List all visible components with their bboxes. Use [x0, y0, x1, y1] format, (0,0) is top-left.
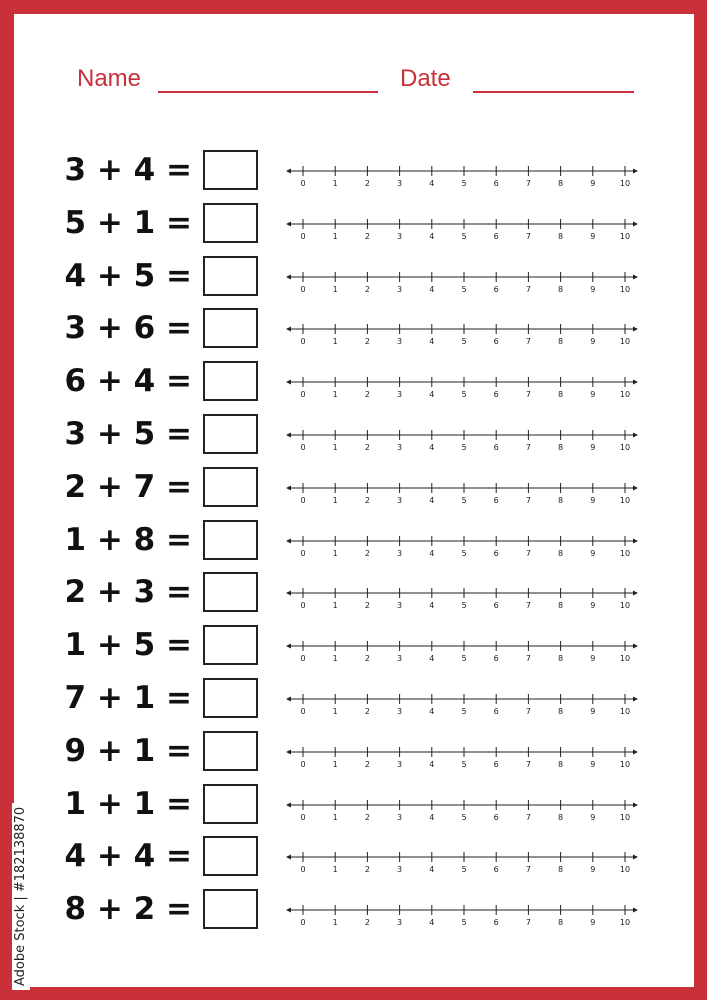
number-line	[285, 792, 640, 822]
arrow-left-icon	[286, 855, 291, 860]
number-line-label: 0	[300, 390, 306, 400]
number-line-label: 0	[300, 179, 306, 188]
number-line-label: 1	[332, 390, 338, 400]
answer-box[interactable]	[203, 625, 258, 665]
number-line-label: 2	[364, 654, 370, 664]
number-line	[285, 158, 640, 188]
arrow-right-icon	[633, 802, 638, 807]
answer-box[interactable]	[203, 731, 258, 771]
number-line-label: 5	[461, 707, 467, 716]
arrow-left-icon	[286, 749, 291, 754]
arrow-right-icon	[633, 697, 638, 702]
arrow-right-icon	[633, 485, 638, 490]
number-line-label: 5	[461, 495, 467, 505]
number-line-label: 7	[525, 759, 531, 769]
number-line-label: 2	[364, 337, 370, 347]
number-line-label: 6	[493, 759, 499, 769]
number-line-label: 1	[332, 337, 338, 347]
number-line-label: 5	[461, 918, 467, 928]
number-line-label: 4	[429, 179, 435, 188]
problem-row	[0, 887, 707, 940]
problem-row	[0, 306, 707, 359]
number-line-label: 10	[619, 284, 631, 294]
number-line-label: 10	[619, 179, 631, 188]
problem-row	[0, 570, 707, 623]
number-line-label: 8	[558, 601, 564, 611]
number-line-label: 4	[429, 812, 435, 822]
arrow-left-icon	[286, 697, 291, 702]
arrow-left-icon	[286, 644, 291, 649]
number-line-label: 9	[590, 707, 596, 716]
arrow-right-icon	[633, 538, 638, 543]
number-line-label: 0	[300, 495, 306, 505]
number-line-label: 0	[300, 548, 306, 558]
problem-row	[0, 518, 707, 571]
number-line-label: 0	[300, 812, 306, 822]
answer-box[interactable]	[203, 836, 258, 876]
number-line-label: 6	[493, 548, 499, 558]
number-line-label: 7	[525, 495, 531, 505]
number-line-label: 7	[525, 337, 531, 347]
arrow-left-icon	[286, 327, 291, 332]
number-line-label: 7	[525, 865, 531, 875]
problem-row	[0, 412, 707, 465]
arrow-right-icon	[633, 591, 638, 596]
number-line-label: 8	[558, 865, 564, 875]
number-line-label: 7	[525, 390, 531, 400]
number-line-label: 6	[493, 284, 499, 294]
number-line-label: 8	[558, 390, 564, 400]
number-line-label: 2	[364, 284, 370, 294]
number-line-label: 6	[493, 654, 499, 664]
number-line-label: 5	[461, 284, 467, 294]
number-line-label: 3	[397, 654, 403, 664]
arrow-right-icon	[633, 327, 638, 332]
number-line-label: 1	[332, 284, 338, 294]
number-line-label: 3	[397, 390, 403, 400]
arrow-left-icon	[286, 591, 291, 596]
number-line-label: 5	[461, 390, 467, 400]
problem-expression: 3 + 4 =	[64, 152, 192, 188]
number-line-label: 0	[300, 284, 306, 294]
number-line-label: 9	[590, 495, 596, 505]
arrow-left-icon	[286, 802, 291, 807]
number-line-label: 1	[332, 179, 338, 188]
number-line-label: 10	[619, 707, 631, 716]
number-line-label: 6	[493, 865, 499, 875]
number-line-label: 2	[364, 443, 370, 452]
problem-expression: 2 + 3 =	[64, 574, 192, 611]
number-line-label: 4	[429, 601, 435, 611]
number-line-label: 8	[558, 337, 564, 347]
arrow-left-icon	[286, 485, 291, 490]
number-line-label: 5	[461, 865, 467, 875]
problem-expression: 4 + 5 =	[64, 257, 192, 294]
number-line-label: 10	[619, 759, 631, 769]
number-line-label: 0	[300, 918, 306, 928]
number-line-label: 10	[619, 443, 631, 452]
number-line-label: 0	[300, 337, 306, 347]
number-line-label: 2	[364, 865, 370, 875]
number-line-label: 4	[429, 865, 435, 875]
number-line-label: 9	[590, 654, 596, 664]
number-line	[285, 844, 640, 874]
number-line-label: 9	[590, 179, 596, 188]
number-line-label: 9	[590, 601, 596, 611]
number-line-label: 2	[364, 759, 370, 769]
number-line-label: 0	[300, 759, 306, 769]
number-line-label: 10	[619, 601, 631, 611]
number-line	[285, 528, 640, 558]
number-line-label: 8	[558, 495, 564, 505]
number-line-label: 9	[590, 918, 596, 928]
number-line-label: 6	[493, 918, 499, 928]
answer-box[interactable]	[203, 308, 258, 348]
number-line-label: 4	[429, 390, 435, 400]
number-line-label: 10	[619, 865, 631, 875]
number-line-label: 8	[558, 231, 564, 241]
problem-row	[0, 676, 707, 729]
number-line-label: 8	[558, 707, 564, 716]
arrow-right-icon	[633, 644, 638, 649]
problem-expression: 9 + 1 =	[64, 732, 192, 769]
number-line-label: 1	[332, 654, 338, 664]
number-line-label: 4	[429, 284, 435, 294]
number-line-label: 0	[300, 443, 306, 452]
number-line-label: 3	[397, 812, 403, 822]
name-label: Name	[77, 65, 142, 92]
number-line-label: 7	[525, 548, 531, 558]
number-line-label: 7	[525, 179, 531, 188]
number-line-label: 4	[429, 654, 435, 664]
number-line-label: 5	[461, 179, 467, 188]
problem-expression: 2 + 7 =	[64, 468, 192, 505]
number-line-label: 4	[429, 548, 435, 558]
arrow-left-icon	[286, 169, 291, 174]
answer-box[interactable]	[203, 256, 258, 296]
number-line-label: 3	[397, 601, 403, 611]
number-line-label: 5	[461, 337, 467, 347]
number-line-label: 4	[429, 495, 435, 505]
number-line-label: 3	[397, 179, 403, 188]
problem-row	[0, 359, 707, 412]
number-line	[285, 211, 640, 241]
number-line-label: 6	[493, 495, 499, 505]
number-line-label: 9	[590, 865, 596, 875]
arrow-right-icon	[633, 169, 638, 174]
number-line-label: 7	[525, 918, 531, 928]
problem-row	[0, 623, 707, 676]
arrow-left-icon	[286, 221, 291, 226]
number-line-label: 9	[590, 443, 596, 452]
problem-expression: 3 + 5 =	[64, 416, 192, 452]
date-label: Date	[400, 65, 451, 92]
number-line-label: 3	[397, 759, 403, 769]
number-line-label: 8	[558, 654, 564, 664]
number-line-label: 4	[429, 443, 435, 452]
number-line-label: 1	[332, 548, 338, 558]
problem-expression: 1 + 5 =	[64, 627, 192, 664]
number-line-label: 1	[332, 601, 338, 611]
problem-row	[0, 254, 707, 307]
number-line	[285, 264, 640, 294]
problem-row	[0, 465, 707, 518]
arrow-right-icon	[633, 908, 638, 913]
stock-watermark: Adobe Stock | #182138870	[12, 803, 30, 990]
arrow-right-icon	[633, 433, 638, 438]
problem-expression: 5 + 1 =	[64, 204, 192, 241]
number-line-label: 10	[619, 495, 631, 505]
number-line-label: 4	[429, 337, 435, 347]
number-line-label: 4	[429, 918, 435, 928]
number-line-label: 3	[397, 707, 403, 716]
problem-row	[0, 782, 707, 835]
arrow-left-icon	[286, 908, 291, 913]
number-line	[285, 633, 640, 663]
number-line-label: 7	[525, 284, 531, 294]
number-line-label: 1	[332, 443, 338, 452]
arrow-right-icon	[633, 221, 638, 226]
number-line-label: 7	[525, 812, 531, 822]
problem-expression: 6 + 4 =	[64, 363, 192, 400]
number-line	[285, 897, 640, 927]
number-line-label: 3	[397, 548, 403, 558]
number-line-label: 9	[590, 231, 596, 241]
number-line-label: 0	[300, 231, 306, 241]
number-line-label: 9	[590, 759, 596, 769]
number-line-label: 0	[300, 654, 306, 664]
number-line-label: 4	[429, 759, 435, 769]
number-line-label: 10	[619, 548, 631, 558]
problem-row	[0, 729, 707, 782]
number-line	[285, 369, 640, 399]
number-line	[285, 316, 640, 346]
number-line-label: 2	[364, 601, 370, 611]
number-line-label: 8	[558, 759, 564, 769]
answer-box[interactable]	[203, 414, 258, 454]
number-line-label: 7	[525, 654, 531, 664]
number-line-label: 1	[332, 865, 338, 875]
number-line-label: 10	[619, 337, 631, 347]
number-line-label: 4	[429, 231, 435, 241]
problem-row	[0, 201, 707, 254]
number-line-label: 9	[590, 390, 596, 400]
arrow-left-icon	[286, 380, 291, 385]
number-line-label: 9	[590, 337, 596, 347]
number-line-label: 6	[493, 337, 499, 347]
arrow-right-icon	[633, 380, 638, 385]
number-line-label: 1	[332, 812, 338, 822]
number-line-label: 5	[461, 759, 467, 769]
problem-expression: 8 + 2 =	[64, 891, 192, 928]
number-line-label: 5	[461, 601, 467, 611]
number-line-label: 1	[332, 707, 338, 716]
answer-box[interactable]	[203, 678, 258, 718]
number-line-label: 2	[364, 918, 370, 928]
number-line	[285, 580, 640, 610]
number-line-label: 3	[397, 918, 403, 928]
number-line-label: 2	[364, 495, 370, 505]
number-line	[285, 422, 640, 452]
answer-box[interactable]	[203, 467, 258, 507]
number-line	[285, 739, 640, 769]
number-line-label: 1	[332, 495, 338, 505]
number-line-label: 10	[619, 231, 631, 241]
answer-box[interactable]	[203, 889, 258, 929]
number-line-label: 4	[429, 707, 435, 716]
arrow-left-icon	[286, 433, 291, 438]
number-line-label: 10	[619, 812, 631, 822]
problem-expression: 3 + 6 =	[64, 310, 192, 347]
number-line-label: 6	[493, 443, 499, 452]
number-line-label: 8	[558, 812, 564, 822]
number-line-label: 3	[397, 443, 403, 452]
number-line-label: 3	[397, 337, 403, 347]
number-line-label: 3	[397, 284, 403, 294]
arrow-left-icon	[286, 538, 291, 543]
number-line-label: 8	[558, 179, 564, 188]
number-line-label: 10	[619, 918, 631, 928]
number-line	[285, 686, 640, 716]
number-line-label: 8	[558, 443, 564, 452]
number-line-label: 6	[493, 390, 499, 400]
number-line-label: 1	[332, 231, 338, 241]
number-line-label: 6	[493, 231, 499, 241]
number-line-label: 0	[300, 865, 306, 875]
number-line-label: 6	[493, 707, 499, 716]
number-line-label: 9	[590, 812, 596, 822]
problem-expression: 1 + 8 =	[64, 521, 192, 558]
number-line-label: 8	[558, 284, 564, 294]
number-line-label: 7	[525, 601, 531, 611]
number-line-label: 7	[525, 443, 531, 452]
number-line-label: 5	[461, 443, 467, 452]
number-line-label: 1	[332, 759, 338, 769]
number-line-label: 10	[619, 654, 631, 664]
answer-box[interactable]	[203, 572, 258, 612]
number-line-label: 1	[332, 918, 338, 928]
number-line-label: 3	[397, 495, 403, 505]
answer-box[interactable]	[203, 520, 258, 560]
number-line-label: 2	[364, 390, 370, 400]
number-line-label: 10	[619, 390, 631, 400]
number-line-label: 8	[558, 548, 564, 558]
number-line-label: 2	[364, 231, 370, 241]
problem-expression: 4 + 4 =	[64, 838, 192, 875]
answer-box[interactable]	[203, 784, 258, 824]
number-line-label: 5	[461, 812, 467, 822]
number-line-label: 3	[397, 865, 403, 875]
problem-row	[0, 834, 707, 887]
number-line-label: 9	[590, 284, 596, 294]
number-line-label: 7	[525, 707, 531, 716]
number-line-label: 5	[461, 548, 467, 558]
number-line-label: 3	[397, 231, 403, 241]
number-line-label: 2	[364, 812, 370, 822]
number-line-label: 6	[493, 179, 499, 188]
number-line	[285, 475, 640, 505]
arrow-right-icon	[633, 274, 638, 279]
number-line-label: 5	[461, 654, 467, 664]
answer-box[interactable]	[203, 361, 258, 401]
number-line-label: 8	[558, 918, 564, 928]
arrow-right-icon	[633, 855, 638, 860]
problem-expression: 7 + 1 =	[64, 680, 192, 716]
number-line-label: 5	[461, 231, 467, 241]
answer-box[interactable]	[203, 203, 258, 243]
number-line-label: 7	[525, 231, 531, 241]
answer-box[interactable]	[203, 150, 258, 190]
number-line-label: 6	[493, 812, 499, 822]
number-line-label: 2	[364, 707, 370, 716]
number-line-label: 2	[364, 179, 370, 188]
number-line-label: 9	[590, 548, 596, 558]
arrow-left-icon	[286, 274, 291, 279]
number-line-label: 6	[493, 601, 499, 611]
problem-expression: 1 + 1 =	[64, 785, 192, 822]
number-line-label: 0	[300, 707, 306, 716]
number-line-label: 2	[364, 548, 370, 558]
number-line-label: 0	[300, 601, 306, 611]
problem-row	[0, 148, 707, 201]
arrow-right-icon	[633, 749, 638, 754]
